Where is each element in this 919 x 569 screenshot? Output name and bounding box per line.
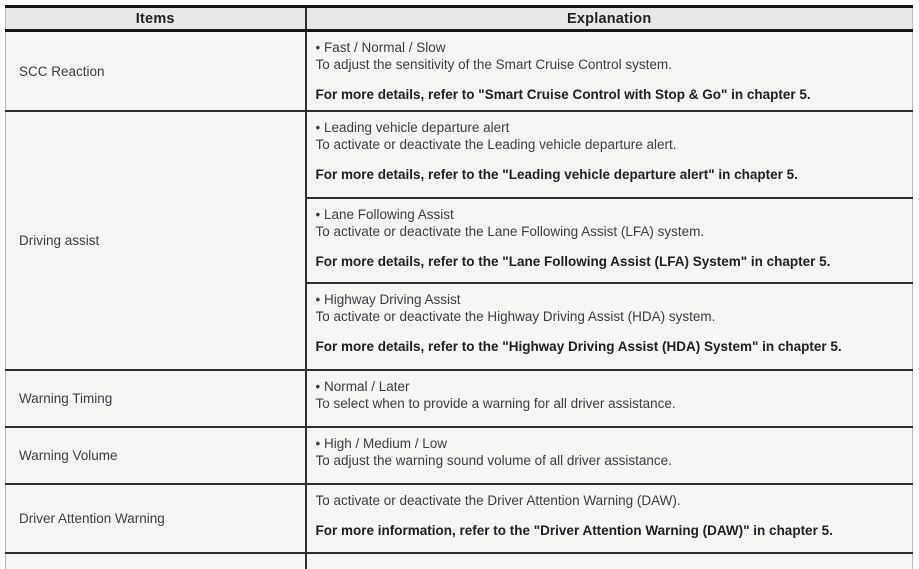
description-line: To activate or deactivate the Leading vehicle departure alert. xyxy=(315,137,677,152)
description-line: To activate or deactivate the Lane Following Assist (LFA) system. xyxy=(315,224,705,239)
description-line: To activate or deactivate the Highway Driving Assist (HDA) system. xyxy=(315,309,716,324)
bullet-line: • Fast / Normal / Slow xyxy=(315,40,446,55)
description-line: To adjust the sensitivity of the Smart Cruise Control system. xyxy=(315,57,672,72)
item-cell-driver-attention-warning: Driver Attention Warning xyxy=(6,484,306,553)
bullet-line: • Lane Following Assist xyxy=(315,207,454,222)
explanation-cell xyxy=(306,427,913,484)
settings-table xyxy=(5,5,913,569)
explanation-cell-cutoff xyxy=(306,553,913,569)
item-cell-driving-assist: Driving assist xyxy=(6,111,306,370)
item-cell-scc-reaction: SCC Reaction xyxy=(6,31,306,112)
description-line: To select when to provide a warning for all driver assistance. xyxy=(315,396,676,411)
table-row xyxy=(6,111,913,198)
description-line: To adjust the warning sound volume of all driver assistance. xyxy=(315,453,672,468)
table-row xyxy=(6,370,913,427)
bullet-line: • High / Medium / Low xyxy=(315,436,448,451)
item-cell-warning-timing: Warning Timing xyxy=(6,370,306,427)
note-line: For more details, refer to "Smart Cruise Control with Stop & Go" in chapter 5. xyxy=(315,87,811,102)
explanation-cell xyxy=(306,111,913,198)
explanation-cell xyxy=(306,283,913,370)
item-cell-warning-volume: Warning Volume xyxy=(6,427,306,484)
table-header-row xyxy=(6,7,913,31)
explanation-cell xyxy=(306,198,913,283)
table-row xyxy=(6,31,913,112)
bullet-line: • Leading vehicle departure alert xyxy=(315,120,510,135)
header-items: Items xyxy=(6,7,306,31)
bullet-line: • Normal / Later xyxy=(315,379,410,394)
table-row xyxy=(6,427,913,484)
table-row-cutoff xyxy=(6,553,913,569)
note-line: For more information, refer to the "Driver Attention Warning (DAW)" in chapter 5. xyxy=(315,523,833,538)
note-line: For more details, refer to the "Highway Driving Assist (HDA) System" in chapter 5. xyxy=(315,339,842,354)
explanation-cell xyxy=(306,484,913,553)
description-line: To activate or deactivate the Driver Attention Warning (DAW). xyxy=(315,493,681,508)
explanation-cell xyxy=(306,31,913,112)
table-row xyxy=(6,484,913,553)
explanation-cell xyxy=(306,370,913,427)
bullet-line: • Highway Driving Assist xyxy=(315,292,461,307)
note-line: For more details, refer to the "Lane Following Assist (LFA) System" in chapter 5. xyxy=(315,254,831,269)
note-line: For more details, refer to the "Leading vehicle departure alert" in chapter 5. xyxy=(315,167,798,182)
header-explanation: Explanation xyxy=(306,7,913,31)
item-cell-cutoff xyxy=(6,553,306,569)
